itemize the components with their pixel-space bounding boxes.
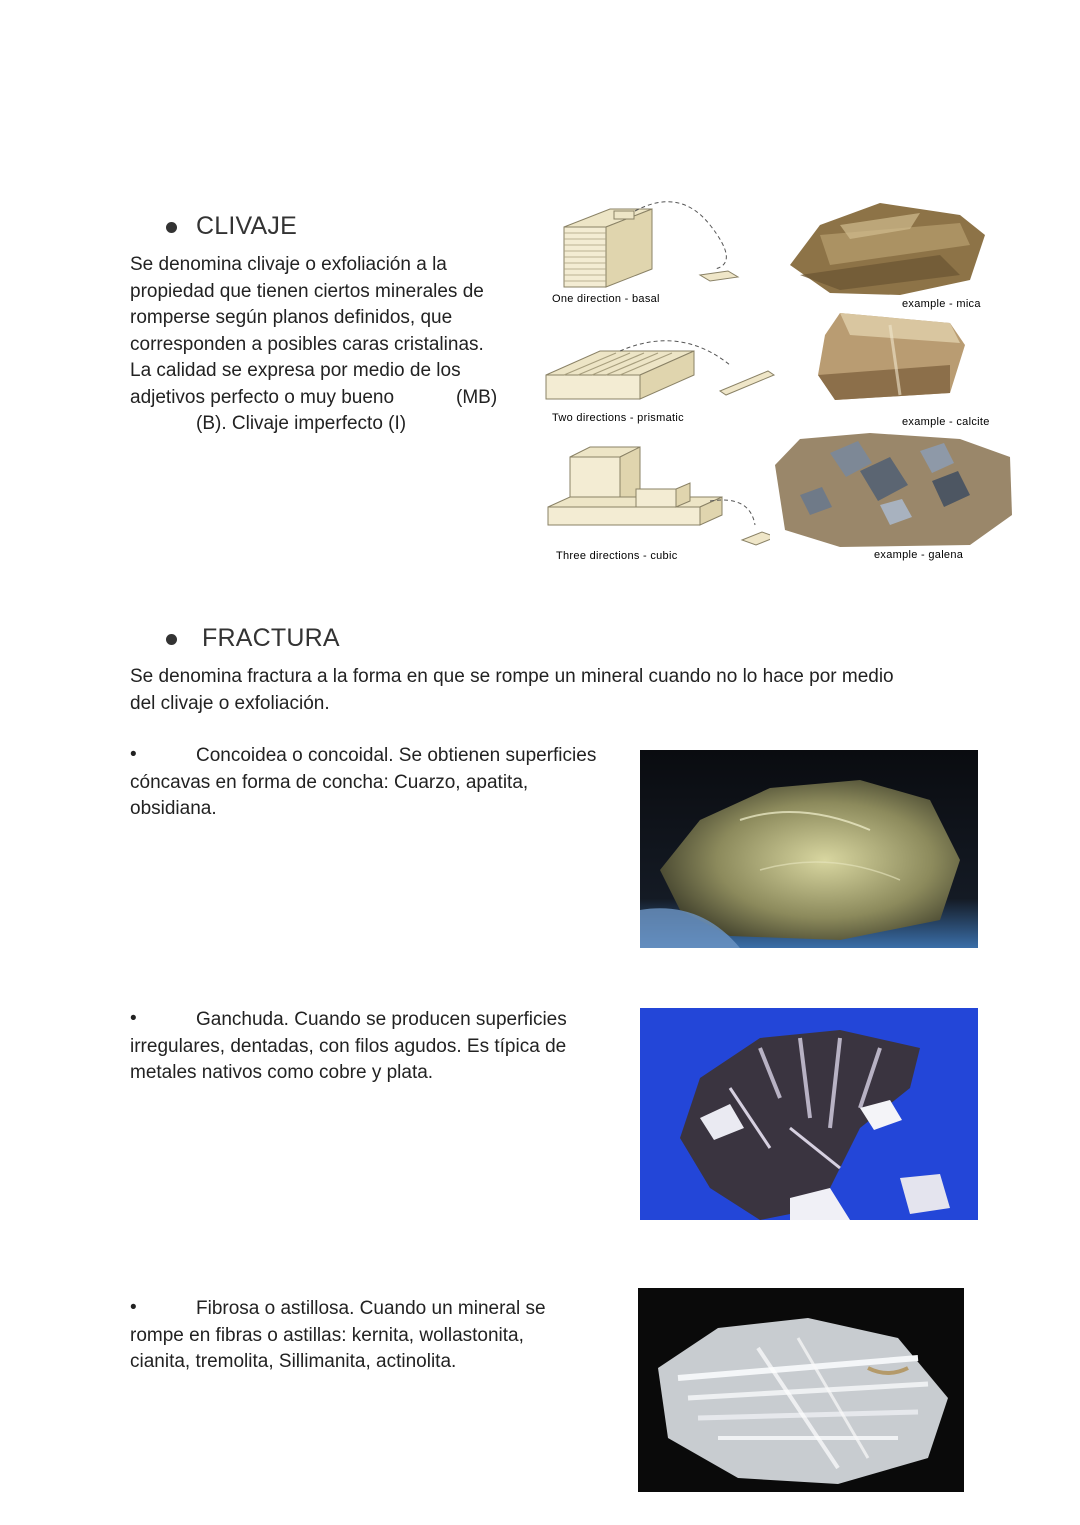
fractura-item-bullet: • bbox=[130, 1297, 137, 1318]
clivaje-line-mb: (MB) bbox=[456, 386, 498, 408]
clivaje-heading: CLIVAJE bbox=[196, 212, 297, 240]
fractura-intro-line: del clivaje o exfoliación. bbox=[130, 692, 330, 714]
item-line: Ganchuda. Cuando se producen superficies bbox=[196, 1009, 567, 1030]
caption-calcite: example - calcite bbox=[902, 416, 990, 428]
item-line: rompe en fibras o astillas: kernita, wollastonita, bbox=[130, 1324, 524, 1346]
caption-prismatic: Two directions - prismatic bbox=[552, 412, 684, 424]
mica-photo bbox=[790, 203, 985, 295]
clivaje-line: propiedad que tienen ciertos minerales de bbox=[130, 280, 484, 302]
fractura-item-ganchuda bbox=[130, 1007, 630, 1087]
item-line: cianita, tremolita, Sillimanita, actinolita. bbox=[130, 1351, 457, 1372]
item-line: Fibrosa o astillosa. Cuando un mineral se bbox=[196, 1298, 546, 1319]
item-line: obsidiana. bbox=[130, 798, 217, 819]
clivaje-line: La calidad se expresa por medio de los bbox=[130, 360, 461, 381]
fractura-item-bullet: • bbox=[130, 1008, 137, 1029]
cubic-block-drawing bbox=[548, 447, 776, 545]
fractura-item-concoidea bbox=[130, 743, 630, 823]
item-line: metales nativos como cobre y plata. bbox=[130, 1062, 434, 1083]
clivaje-line-text: adjetivos perfecto o muy bueno bbox=[130, 386, 395, 408]
caption-mica: example - mica bbox=[902, 298, 981, 310]
clivaje-bullet bbox=[166, 222, 177, 233]
ganchuda-photo bbox=[640, 1008, 978, 1220]
cleavage-diagram bbox=[540, 195, 1020, 565]
fractura-intro-line: Se denomina fractura a la forma en que se rompe un mineral cuando no lo hace por medio bbox=[130, 666, 894, 687]
concoidea-photo bbox=[640, 750, 978, 948]
clivaje-line: corresponden a posibles caras cristalinas. bbox=[130, 333, 484, 355]
caption-cubic: Three directions - cubic bbox=[556, 550, 678, 562]
basal-block-drawing bbox=[564, 202, 738, 287]
clivaje-line: romperse según planos definidos, que bbox=[130, 307, 453, 328]
fibrosa-photo bbox=[638, 1288, 964, 1492]
clivaje-paragraph bbox=[130, 252, 530, 438]
caption-galena: example - galena bbox=[874, 549, 964, 561]
item-line: irregulares, dentadas, con filos agudos. Es típica de bbox=[130, 1035, 567, 1057]
fractura-heading: FRACTURA bbox=[202, 624, 340, 652]
item-line: cóncavas en forma de concha: Cuarzo, apatita, bbox=[130, 771, 529, 793]
fractura-item-fibrosa bbox=[130, 1296, 630, 1376]
clivaje-line bbox=[130, 385, 530, 412]
prismatic-block-drawing bbox=[546, 341, 774, 399]
clivaje-line: Se denomina clivaje o exfoliación a la bbox=[130, 254, 447, 275]
caption-basal: One direction - basal bbox=[552, 293, 660, 305]
galena-photo bbox=[770, 431, 1015, 547]
cleavage-figure bbox=[540, 195, 1020, 565]
calcite-photo bbox=[818, 313, 965, 400]
fractura-bullet bbox=[166, 634, 177, 645]
fractura-item-bullet: • bbox=[130, 744, 137, 765]
item-line: Concoidea o concoidal. Se obtienen superficies bbox=[196, 745, 597, 766]
clivaje-line: (B). Clivaje imperfecto (I) bbox=[196, 413, 407, 434]
fractura-intro bbox=[130, 664, 990, 717]
